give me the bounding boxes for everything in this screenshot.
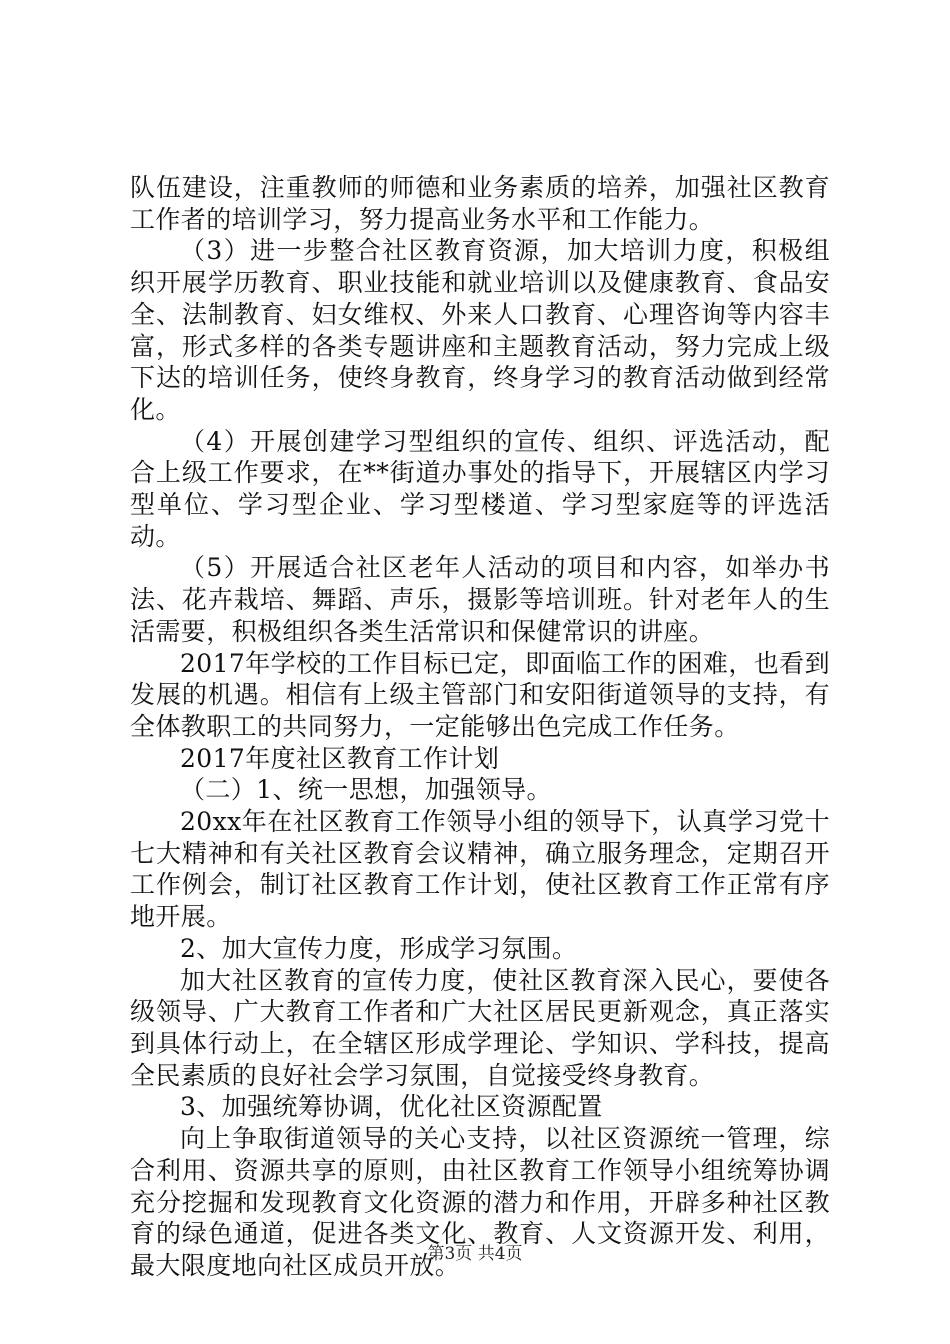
heading-publicity: 2、加大宣传力度，形成学习氛围。 [180,933,578,963]
paragraph-continuation: 队伍建设，注重教师的师德和业务素质的培养，加强社区教育工作者的培训学习，努力提高业务水平和工作能力。 [130,173,830,234]
paragraph-item-5: （5）开展适合社区老年人活动的项目和内容，如举办书法、花卉栽培、舞蹈、声乐，摄影等培训班。针对老年人的生活需要，积极组织各类生活常识和保健常识的讲座。 [130,553,830,646]
paragraph-coordination: 向上争取街道领导的关心支持，以社区资源统一管理，综合利用、资源共享的原则，由社区教育工作领导小组统筹协调充分挖掘和发现教育文化资源的潜力和作用，开辟多种社区教育的绿色通道，促进各类文化、教育、人文资源开发、利用，最大限度地向社区成员开放。 [130,1124,830,1280]
page-footer: 第3页 共4页 [427,1244,523,1264]
paragraph-item-4: （4）开展创建学习型组织的宣传、组织、评选活动，配合上级工作要求，在**街道办事处的指导下，开展辖区内学习型单位、学习型企业、学习型楼道、学习型家庭等的评选活动。 [130,426,830,551]
paragraph-item-3: （3）进一步整合社区教育资源，加大培训力度，积极组织开展学历教育、职业技能和就业培训以及健康教育、食品安全、法制教育、妇女维权、外来人口教育、心理咨询等内容丰富，形式多样的各类专题讲座和主题教育活动，努力完成上级下达的培训任务，使终身教育，终身学习的教育活动做到经常化。 [130,236,830,424]
paragraph-publicity: 加大社区教育的宣传力度，使社区教育深入民心，要使各级领导、广大教育工作者和广大社区居民更新观念，真正落实到具体行动上，在全辖区形成学理论、学知识、学科技，提高全民素质的良好社会学习氛围，自觉接受终身教育。 [130,965,830,1090]
document-body [130,172,830,1282]
paragraph-conclusion: 2017年学校的工作目标已定，即面临工作的困难，也看到发展的机遇。相信有上级主管部门和安阳街道领导的支持，有全体教职工的共同努力，一定能够出色完成工作任务。 [130,648,830,741]
heading-coordination: 3、加强统筹协调，优化社区资源配置 [180,1092,603,1122]
heading-unify-thinking: （二）1、统一思想，加强领导。 [180,775,552,805]
section-title: 2017年度社区教育工作计划 [180,743,500,773]
paragraph-leadership: 20xx年在社区教育工作领导小组的领导下，认真学习党十七大精神和有关社区教育会议精神，确立服务理念，定期召开工作例会，制订社区教育工作计划，使社区教育工作正常有序地开展。 [130,807,830,932]
